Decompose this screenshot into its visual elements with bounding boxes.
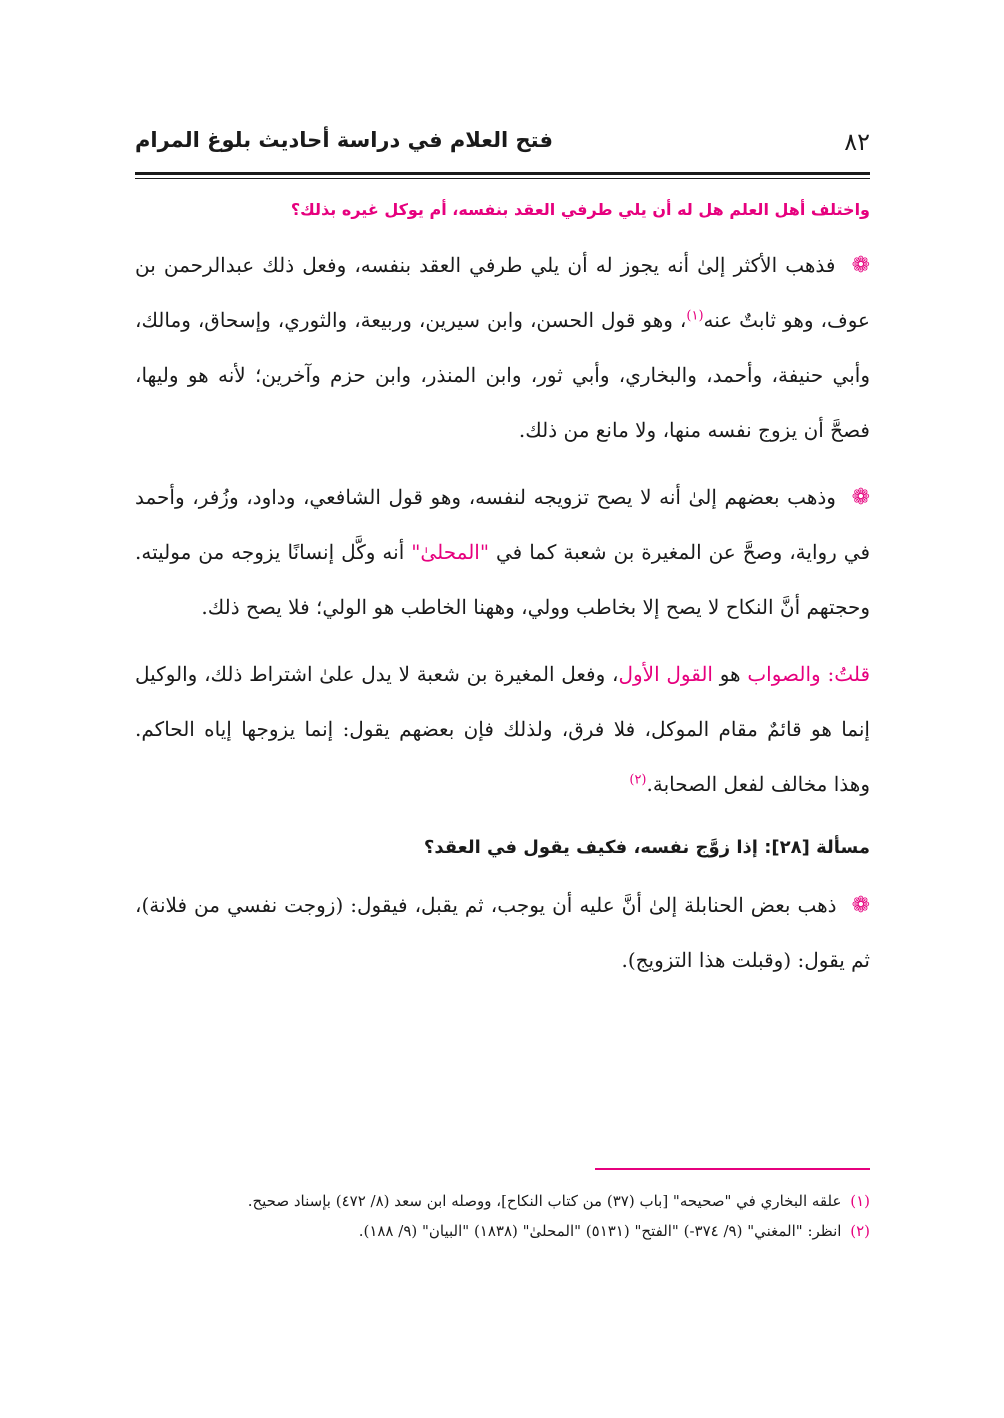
paragraph-author-opinion [135, 647, 870, 812]
book-reference: "المحلىٰ" [411, 540, 490, 564]
footnote-ref-1[interactable]: (١) [686, 308, 704, 324]
paragraph-text: ذهب بعض الحنابلة إلىٰ أنَّ عليه أن يوجب، ثم يقبل، فيقول: (زوجت نفسي من فلانة)، ثم يقول: (وقبلت هذا التزويج). [135, 893, 870, 972]
masala-title: إذا زوَّج نفسه، فكيف يقول في العقد؟ [423, 837, 758, 858]
flower-ornament-icon: ❁ [851, 485, 870, 510]
paragraph-minority-view [135, 470, 870, 635]
header-rule-thin [135, 178, 870, 179]
footnote-text: انظر: "المغني" (٩/ ٣٧٤-) "الفتح" (٥١٣١) "المحلىٰ" (١٨٣٨) "البيان" (٩/ ١٨٨). [358, 1222, 842, 1240]
paragraph-text: وذهب بعضهم إلىٰ أنه لا يصح تزويجه لنفسه، وهو قول الشافعي، وداود، وزُفر، وأحمد في رواية، وصحَّ عن المغيرة بن شعبة كما في [135, 485, 871, 564]
footnote-number: (١) [850, 1192, 870, 1210]
footnote-separator [595, 1168, 870, 1170]
section-question: واختلف أهل العلم هل له أن يلي طرفي العقد بنفسه، أم يوكل غيره بذلك؟ [290, 200, 870, 219]
first-opinion-label: القول الأول [618, 662, 713, 686]
footnote-2 [135, 1216, 870, 1246]
qultu-label: قلتُ: [827, 662, 871, 686]
footnotes [135, 1186, 870, 1246]
sawab-label: والصواب [747, 662, 821, 686]
paragraph-majority-view [135, 238, 870, 458]
header-rule-thick [135, 172, 870, 175]
footnote-ref-2[interactable]: (٢) [629, 772, 647, 788]
flower-ornament-icon: ❁ [851, 893, 870, 918]
paragraph-text-continued: ، وهو قول الحسن، وابن سيرين، وربيعة، والثوري، وإسحاق، ومالك، وأبي حنيفة، وأحمد، والبخاري، وأبي ثور، وابن المنذر، وابن حزم وآخرين؛ لأنه هو وليها، فصحَّ أن يزوج نفسه منها، ولا مانع من ذلك. [135, 308, 870, 442]
paragraph-text-continued: ، وفعل المغيرة بن شعبة لا يدل علىٰ اشتراط ذلك، والوكيل إنما هو قائمٌ مقام الموكل، فلا فرق، ولذلك فإن بعضهم يقول: إنما يزوجها إياه الحاكم. وهذا مخالف لفعل الصحابة. [135, 662, 870, 796]
footnote-number: (٢) [850, 1222, 870, 1240]
huwa-word: هو [719, 662, 741, 686]
paragraph-hanbali-view [135, 878, 870, 988]
paragraph-text: فذهب الأكثر إلىٰ أنه يجوز له أن يلي طرفي العقد بنفسه، وفعل ذلك عبدالرحمن بن عوف، وهو ثابتٌ عنه [135, 253, 870, 332]
main-content [135, 192, 870, 1000]
paragraph-text-continued: أنه وكَّل إنسانًا يزوجه من موليته. وحجتهم أنَّ النكاح لا يصح إلا بخاطب وولي، وههنا الخاطب هو الولي؛ فلا يصح ذلك. [135, 540, 870, 619]
masala-label: مسألة [٢٨]: [764, 837, 870, 858]
book-title: فتح العلام في دراسة أحاديث بلوغ المرام [135, 128, 553, 152]
footnote-text: علقه البخاري في "صحيحه" [باب (٣٧) من كتاب النكاح]، ووصله ابن سعد (٨/ ٤٧٢) بإسناد صحيح. [247, 1192, 842, 1210]
page-header [135, 128, 870, 164]
masala-heading [135, 824, 870, 872]
footnote-1 [135, 1186, 870, 1216]
page-number: ٨٢ [844, 128, 870, 156]
flower-ornament-icon: ❁ [851, 253, 871, 278]
